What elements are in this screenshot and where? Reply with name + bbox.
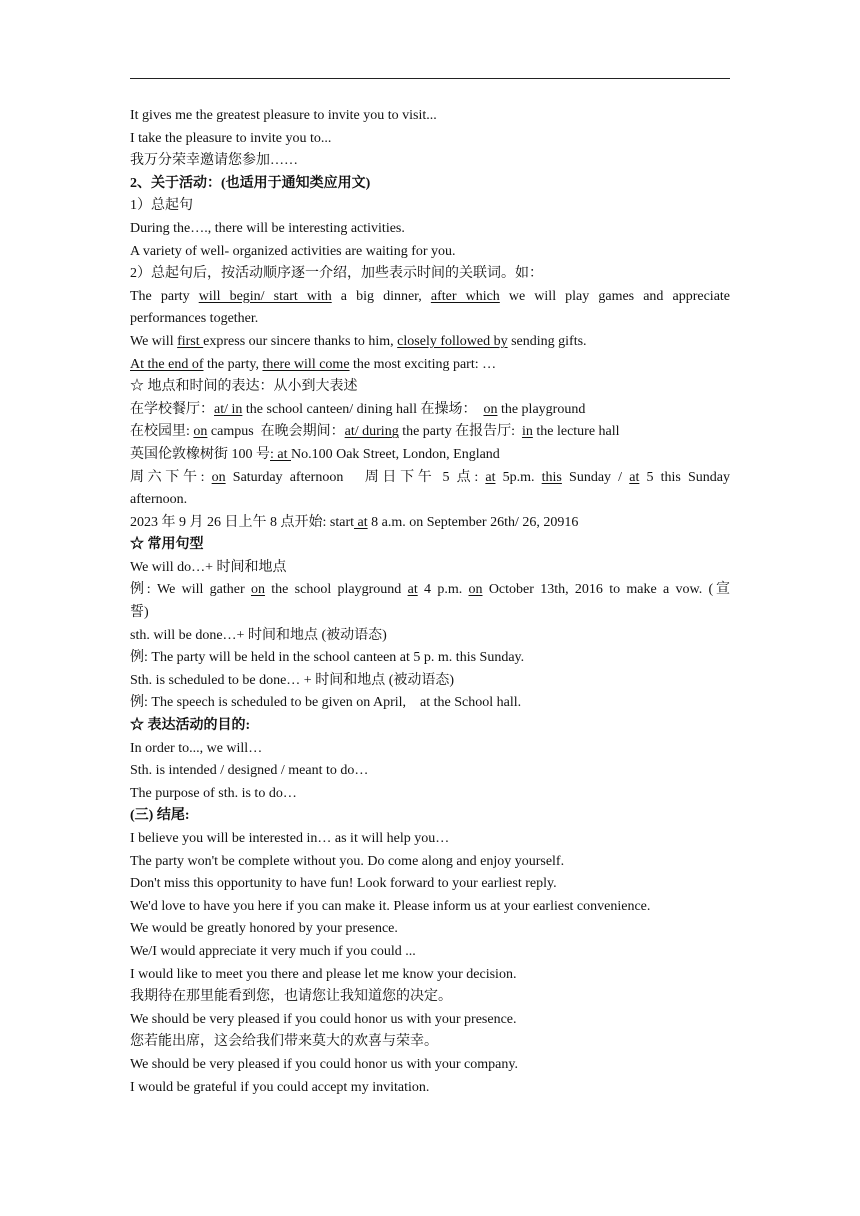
star-heading: ☆ 表达活动的目的: [130,718,251,734]
text-run: the playground [497,401,586,417]
text-line: Sth. is intended / designed / meant to do… [130,763,369,779]
text-run: the most exciting part: … [349,356,497,372]
text-run: campus 在晚会期间： [207,424,345,440]
text-line: We should be very pleased if you could honor us with your company. [130,1056,518,1072]
star-heading: ☆ 常用句型 [130,537,204,553]
text-line: We should be very pleased if you could honor us with your presence. [130,1011,517,1027]
underlined-phrase: there will come [262,356,350,372]
text-run: 5p.m. [495,469,542,485]
text-run: sending gifts. [507,333,587,349]
text-line: 我万分荣幸邀请您参加…… [130,153,298,169]
text-line: I believe you will be interested in… as it will help you… [130,831,450,846]
text-line: It gives me the greatest pleasure to invite you to visit... [130,108,437,123]
header-rule [130,78,730,79]
text-run: 5 this Sunday [639,469,731,485]
section-heading: 2、关于活动：(也适用于通知类应用文) [130,175,371,191]
example-line [130,512,730,535]
text-line: During the…., there will be interesting activities. [130,220,405,236]
text-run: a big dinner, [331,288,431,304]
underlined-phrase: on [468,582,483,598]
text-line: The party won't be complete without you. Do come along and enjoy yourself. [130,853,565,869]
text-run: Sunday / [561,469,630,485]
text-run: 4 p.m. [417,582,469,598]
underlined-phrase: : at [270,446,291,462]
underlined-phrase: will begin/ start with [198,288,332,304]
text-line: We/I would appreciate it very much if you could ... [130,943,416,959]
document-body [130,105,730,1099]
text-run: 周六下午: [130,469,212,485]
underlined-phrase: at/ in [214,401,243,417]
text-line: I would be grateful if you could accept my invitation. [130,1079,430,1095]
text-run: express our sincere thanks to him, [203,333,398,349]
underlined-phrase: at [629,469,640,485]
example-paragraph [130,467,730,490]
example-line [130,444,730,467]
underlined-phrase: closely followed by [397,333,508,349]
text-run: the lecture hall [532,424,620,440]
text-line: We'd love to have you here if you can make it. Please inform us at your earliest convenience. [130,898,651,914]
star-heading: ☆ 地点和时间的表达：从小到大表述 [130,379,358,395]
text-run: we will play games and appreciate [499,288,731,304]
text-line: The purpose of sth. is to do… [130,785,297,801]
text-line: 誓) [130,605,149,621]
text-line: In order to..., we will… [130,740,263,756]
example-line [130,354,730,377]
underlined-phrase: first [177,333,204,349]
underlined-phrase: on [193,424,208,440]
underlined-phrase: at/ during [344,424,399,440]
underlined-phrase: in [521,424,533,440]
text-line: Sth. is scheduled to be done… + 时间和地点 (被动语态) [130,672,455,688]
example-line [130,399,730,422]
text-run: the school canteen/ dining hall 在操场： [242,401,484,417]
text-line: A variety of well- organized activities are waiting for you. [130,243,456,259]
text-line: I take the pleasure to invite you to... [130,130,332,146]
text-line: 例: The party will be held in the school canteen at 5 p. m. this Sunday. [130,650,525,666]
text-run: the party, [203,356,263,372]
text-line: afternoon. [130,492,188,508]
text-line: We would be greatly honored by your presence. [130,921,398,937]
text-line: We will do…+ 时间和地点 [130,559,287,575]
text-run: October 13th, 2016 to make a vow. (宣 [482,582,730,598]
text-run: No.100 Oak Street, London, England [291,446,500,462]
text-line: 我期待在那里能看到您，也请您让我知道您的决定。 [130,989,452,1005]
underlined-phrase: on [211,469,226,485]
underlined-phrase: on [483,401,498,417]
underlined-phrase: at [354,514,368,530]
text-line: I would like to meet you there and please let me know your decision. [130,966,517,982]
text-line: 例: The speech is scheduled to be given on April, at the School hall. [130,695,522,711]
underlined-phrase: on [250,582,265,598]
subheading: 1）总起句 [130,198,193,214]
underlined-phrase: after which [430,288,500,304]
text-run: the school playground [264,582,408,598]
text-run: Saturday afternoon 周日下午 5 点: [225,469,486,485]
underlined-phrase: at [485,469,496,485]
text-line: performances together. [130,311,259,327]
subheading: 2）总起句后，按活动顺序逐一介绍，加些表示时间的关联词。如： [130,266,543,282]
text-run: We will [130,333,178,349]
text-run: 在校园里: [130,424,194,440]
text-run: 8 a.m. on September 26th/ 26, 20916 [367,514,579,530]
text-run: 2023 年 9 月 26 日上午 8 点开始: start [130,514,354,530]
text-run: 例: We will gather [130,582,251,598]
text-line: 您若能出席，这会给我们带来莫大的欢喜与荣幸。 [130,1034,438,1050]
example-paragraph [130,579,730,602]
text-run: The party [130,288,199,304]
text-run: 英国伦敦橡树街 100 号 [130,446,270,462]
text-line: sth. will be done…+ 时间和地点 (被动语态) [130,627,387,643]
text-line: Don't miss this opportunity to have fun! Look forward to your earliest reply. [130,876,557,892]
text-run: the party 在报告厅: [398,424,522,440]
example-line [130,421,730,444]
example-paragraph [130,286,730,309]
underlined-phrase: this [541,469,562,485]
text-run: 在学校餐厅： [130,401,214,417]
underlined-phrase: at [407,582,418,598]
underlined-phrase: At the end of [130,356,204,372]
section-heading: (三) 结尾: [130,808,190,824]
example-line [130,331,730,354]
